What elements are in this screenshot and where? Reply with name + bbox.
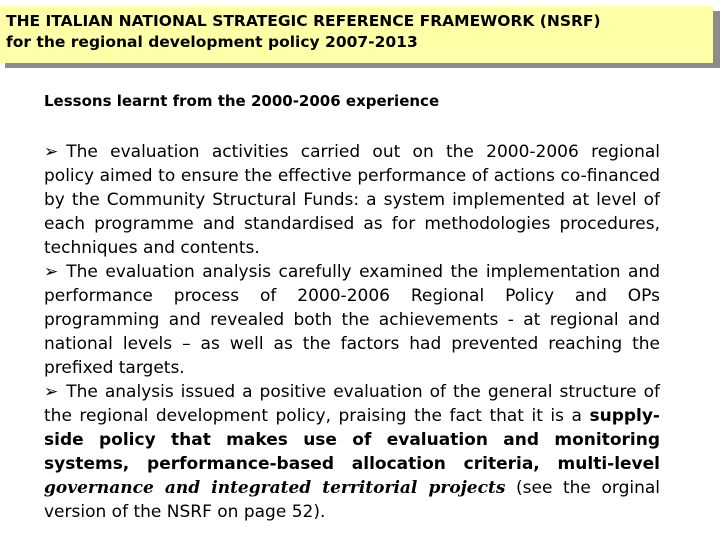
- bullet-3-end: (see the orginal version of the NSRF on page 52).: [44, 478, 661, 522]
- bullet-3-text: The analysis issued a positive evaluation of the general structure of the regional development policy, praising the fact that it is a: [44, 382, 660, 426]
- arrowhead-icon: ➢: [44, 382, 59, 402]
- bullet-3: [44, 380, 660, 524]
- title-line-2: for the regional development policy 2007-2013: [6, 33, 418, 51]
- bullet-1: [44, 140, 660, 260]
- arrowhead-icon: ➢: [44, 142, 59, 162]
- title-box: [0, 6, 713, 63]
- title-line-1: THE ITALIAN NATIONAL STRATEGIC REFERENCE FRAMEWORK (NSRF): [6, 12, 601, 30]
- bullet-2-text: The evaluation analysis carefully examined the implementation and performance process of 2000-2006 Regional Policy and OPs programming and revealed both the achievements - at regional and national levels – as well as the factors had prevented reaching the prefixed targets.: [44, 262, 660, 378]
- bullet-3-bold: supply-side policy that makes use of evaluation and monitoring systems, performance-based allocation criteria, multi-level: [44, 406, 660, 474]
- section-subtitle: Lessons learnt from the 2000-2006 experience: [44, 92, 440, 110]
- bullet-1-text: The evaluation activities carried out on the 2000-2006 regional policy aimed to ensure the effective performance of actions co-financed by the Community Structural Funds: a system implemented at level of each programme and standardised as for methodologies procedures, techniques and contents.: [44, 142, 660, 258]
- bullet-3-bold-italic: governance and integrated territorial projects: [44, 478, 506, 498]
- arrowhead-icon: ➢: [44, 262, 59, 282]
- bullet-2: [44, 260, 660, 380]
- body-text: [44, 140, 660, 524]
